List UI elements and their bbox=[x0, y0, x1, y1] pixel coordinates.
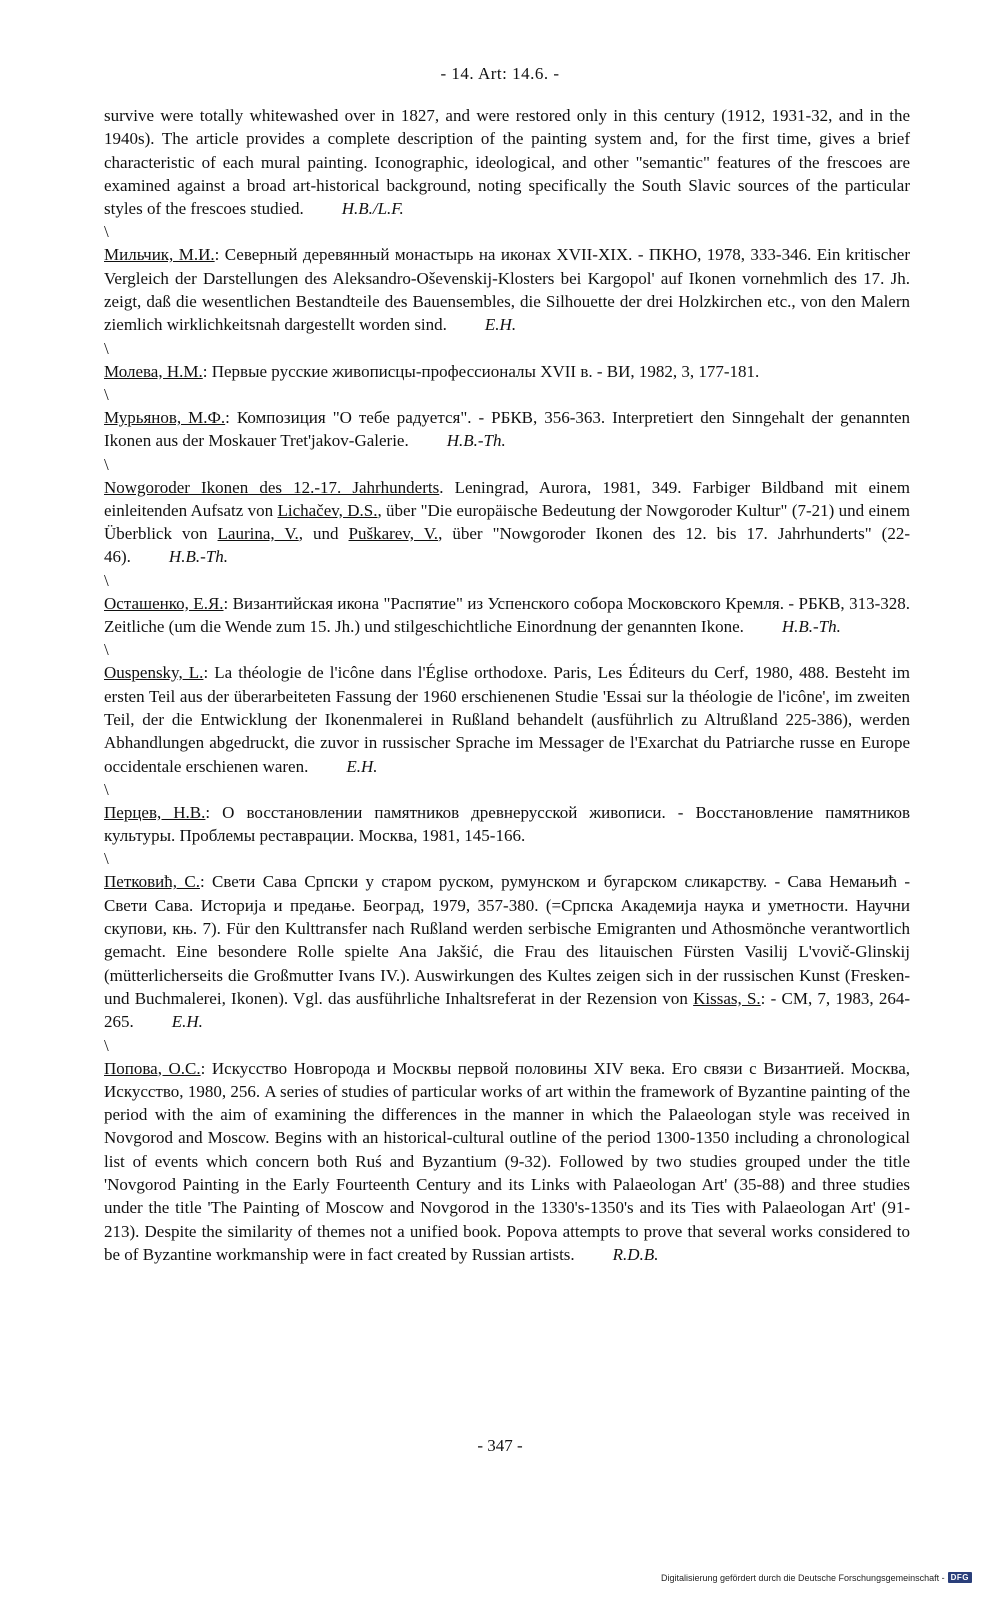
entry-separator: \ bbox=[104, 384, 109, 404]
entry-separator: \ bbox=[104, 640, 109, 660]
entry-milchik bbox=[104, 243, 910, 336]
cross-reference: Laurina, V. bbox=[217, 524, 299, 544]
reviewer-initials: H.B.-Th. bbox=[781, 617, 841, 637]
cross-reference: Lichačev, D.S. bbox=[277, 500, 378, 520]
entry-body: : О восстановлении памятников древнерусской живописи. - Восстановление памятников культуры. Проблемы реставрации. Москва, 1981, 145-166. bbox=[104, 802, 910, 846]
entry-body: : Композиция "О тебе радуется". - РБКВ, 356-363. Interpretiert den Sinngehalt der genannten Ikonen aus der Moskauer Tret'jakov-Galerie. bbox=[104, 407, 910, 451]
reviewer-initials: R.D.B. bbox=[612, 1244, 659, 1264]
footer-text: Digitalisierung gefördert durch die Deutsche Forschungsgemeinschaft - bbox=[660, 1572, 945, 1583]
entry-author: Петковић, С. bbox=[104, 872, 200, 892]
reviewer-initials: H.B./L.F. bbox=[341, 199, 404, 219]
entry-ouspensky bbox=[104, 661, 910, 777]
entry-author: Молева, Н.М. bbox=[104, 361, 203, 381]
entry-nowgoroder-ikonen bbox=[104, 476, 910, 569]
entry-body: : Северный деревянный монастырь на иконах XVII-XIX. - ПКНО, 1978, 333-346. Ein kritischer Vergleich der Darstellungen des Aleksandro-Oševenskij-Klosters bei Kargopol' auf Ikonen vornehmlich des 17. Jh. zeigt, daß die wesentlichen Bestandteile des Bauensembles, die Silhouette der drei Holzkirchen etc., von den Malern ziemlich wirklichkeitsnah dargestellt worden sind. bbox=[104, 245, 910, 335]
reviewer-initials: H.B.-Th. bbox=[446, 431, 506, 451]
entry-body: : Первые русские живописцы-профессионалы XVII в. - ВИ, 1982, 3, 177-181. bbox=[202, 361, 760, 381]
entry-author: Мурьянов, М.Ф. bbox=[104, 407, 226, 427]
entry-separator: \ bbox=[104, 849, 109, 869]
entry-body: , über "Die europäische Bedeutung der Nowgoroder Kultur" (7-21) und einem Überblick von bbox=[104, 500, 910, 544]
entry-author: Осташенко, Е.Я. bbox=[104, 593, 224, 613]
entry-separator: \ bbox=[104, 779, 109, 799]
entry-body: : Свети Сава Српски у старом руском, румунском и бугарском сликарству. - Сава Немањић - Свети Сава. Историја и предање. Београд, 1979, 357-380. (=Српска Академија наука и уметности. Научни скупови, књ. 7). Für den Kulttransfer nach Rußland werden serbische Emigranten und Athosmönche verantwortlich gemacht. Eine besondere Rolle spielte Ana Jakšić, die Frau des litauischen Fürsten Vasilij L'vovič-Glinskij (mütterlicherseits die Großmutter Ivans IV.). Auswirkungen des Kultes zeigen sich in der russischen Kunst (Fresken- und Buchmalerei, Ikonen). Vgl. das ausführliche Inhaltsreferat in der Rezension von bbox=[104, 872, 910, 1008]
reviewer-initials: H.B.-Th. bbox=[168, 547, 228, 567]
entry-body: survive were totally whitewashed over in 1827, and were restored only in this century (1912, 1931-32, and in the 1940s). The article provides a complete description of the painting system and, for the first time, gives a brief characteristic of each mural painting. Iconographic, ideological, and other "semantic" features of the frescoes are examined against a broad art-historical background, noting specifically the South Slavic sources of the particular styles of the frescoes studied. bbox=[104, 106, 910, 219]
entry-muryanov bbox=[104, 406, 910, 453]
entry-body: : Искусство Новгорода и Москвы первой половины XIV века. Его связи с Византией. Москва, Искусство, 1980, 256. A series of studies of particular works of art within the framework of Byzantine painting of the period with the aim of examining the differences in the manner in which the Palaeologan style was received in Novgorod and Moscow. Begins with an historical-cultural outline of the period 1300-1350 including a chronological list of events which concern both Ruś and Byzantium (9-32). Followed by two studies grouped under the title 'Novgorod Painting in the Early Fourteenth Century and its Links with Palaeologan Art' (35-88) and three studies under the title 'The Painting of Moscow and Novgorod in the 1330's-1350's and its Ties with Palaeologan Art' (91-213). Despite the similarity of themes not a unified book. Popova attempts to prove that several works considered to be of Byzantine workmanship were in fact created by Russian artists. bbox=[104, 1058, 911, 1264]
dfg-logo: DFG bbox=[948, 1572, 972, 1583]
reviewer-initials: E.H. bbox=[171, 1012, 203, 1032]
entry-body: : - СМ, 7, 1983, 264-265. bbox=[104, 988, 911, 1032]
entry-body: . Leningrad, Aurora, 1981, 349. Farbiger Bildband mit einem einleitenden Aufsatz von bbox=[104, 477, 910, 520]
cross-reference: Kissas, S. bbox=[693, 988, 761, 1008]
entry-pertsev bbox=[104, 801, 910, 848]
entry-separator: \ bbox=[104, 1035, 109, 1055]
reviewer-initials: E.H. bbox=[346, 756, 378, 776]
entry-author: Мильчик, М.И. bbox=[104, 245, 215, 265]
entry-body: , über "Nowgoroder Ikonen des 12. bis 17. Jahrhunderts" (22-46). bbox=[104, 524, 910, 567]
entry-author: Попова, О.С. bbox=[104, 1058, 201, 1078]
entry-popova bbox=[104, 1057, 910, 1267]
entry-body: : La théologie de l'icône dans l'Église orthodoxe. Paris, Les Éditeurs du Cerf, 1980, 488. Besteht im ersten Teil aus der überarbeiteten Fassung der 1960 erschienenen Studie 'Essai sur la théologie de l'icône', im zweiten Teil, der die Entwicklung der Ikonenmalerei in Rußland behandelt (ausführlich zu Altrußland 225-386), werden Abhandlungen abgedruckt, die zuvor in russischer Sprache im Messager de l'Exarchat du Patriarche russe en Europe occidentale erschienen waren. bbox=[104, 663, 910, 776]
entry-body: : Византийская икона "Распятие" из Успенского собора Московского Кремля. - РБКВ, 313-328. Zeitliche (um die Wende zum 15. Jh.) und stilgeschichtliche Einordnung der genannten Ikone. bbox=[104, 593, 910, 637]
entry-petkovic bbox=[104, 870, 910, 1033]
entry-author: Ouspensky, L. bbox=[104, 663, 204, 683]
entry-separator: \ bbox=[104, 338, 109, 358]
bibliography-content bbox=[104, 104, 910, 1266]
entry-separator: \ bbox=[104, 222, 109, 242]
entry-continuation bbox=[104, 104, 910, 220]
reviewer-initials: E.H. bbox=[484, 315, 517, 335]
entry-title: Nowgoroder Ikonen des 12.-17. Jahrhunderts bbox=[104, 477, 440, 497]
page-number: - 347 - bbox=[477, 1436, 523, 1455]
digitization-footer bbox=[661, 1572, 972, 1583]
entry-separator: \ bbox=[104, 454, 109, 474]
page-header: - 14. Art: 14.6. - bbox=[440, 64, 560, 83]
entry-moleva bbox=[104, 360, 910, 383]
entry-separator: \ bbox=[104, 570, 109, 590]
cross-reference: Puškarev, V. bbox=[348, 524, 439, 544]
entry-ostashenko bbox=[104, 592, 910, 639]
entry-author: Перцев, Н.В. bbox=[104, 802, 206, 822]
entry-body: , und bbox=[298, 524, 349, 544]
